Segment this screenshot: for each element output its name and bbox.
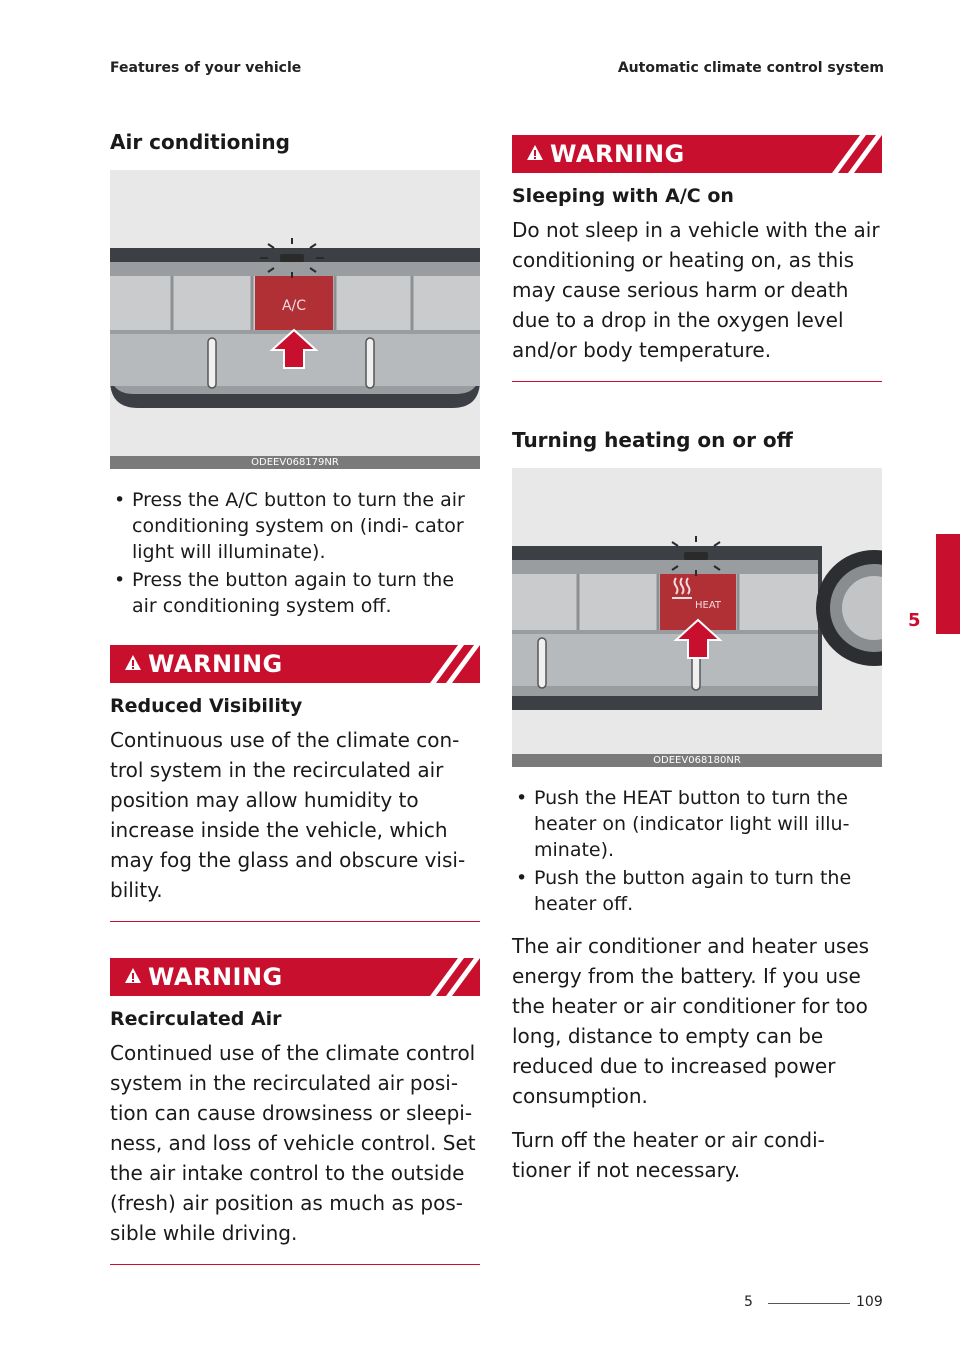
warning-slashes [426, 645, 480, 683]
chapter-side-number: 5 [908, 610, 921, 631]
footer-chapter: 5 [744, 1294, 753, 1310]
warning-body: Continued use of the climate control system in the recirculated air posi- tion can cause drowsiness or sleepi- ness, and loss of vehicle control. Set the air intake control to the outside (fresh) air position as much as pos- sible while driving. [110, 1041, 476, 1245]
ac-bullet-list [110, 487, 480, 619]
warning-triangle-icon [124, 654, 142, 672]
list-item: • Press the A/C button to turn the air conditioning system on (indi- cator light will illuminate). [114, 489, 465, 563]
warning-label: WARNING [550, 140, 685, 168]
chapter-side-tab [936, 534, 960, 634]
warning-triangle-icon [124, 967, 142, 985]
warning-triangle-icon [526, 144, 544, 162]
section-title-heating: Turning heating on or off [512, 428, 793, 452]
warning-slashes [426, 958, 480, 996]
heat-figure [512, 468, 882, 767]
warning-label: WARNING [148, 650, 283, 678]
footer-divider [768, 1303, 850, 1304]
warning-divider [110, 1264, 480, 1265]
warning-subtitle: Recirculated Air [110, 1008, 282, 1030]
section-title-air-conditioning: Air conditioning [110, 130, 290, 154]
ac-panel-illustration [110, 170, 480, 456]
warning-banner [110, 645, 480, 683]
list-item: • Push the HEAT button to turn the heater on (indicator light will illu- minate). [516, 787, 850, 861]
ac-figure [110, 170, 480, 469]
warning-label: WARNING [148, 963, 283, 991]
heat-bullet-list [512, 785, 882, 917]
warning-slashes [828, 135, 882, 173]
list-item: • Push the button again to turn the heater off. [516, 867, 852, 915]
warning-subtitle: Sleeping with A/C on [512, 185, 734, 207]
ac-button-label: A/C [281, 298, 307, 314]
warning-banner [512, 135, 882, 173]
heat-button-label: HEAT [694, 600, 722, 611]
body-paragraph: Turn off the heater or air condi- tioner if not necessary. [512, 1128, 825, 1182]
warning-banner [110, 958, 480, 996]
right-column [512, 135, 882, 1185]
figure-caption: ODEEV068179NR [110, 456, 480, 469]
heat-panel-illustration [512, 468, 882, 754]
page-number: 109 [856, 1294, 883, 1310]
body-paragraph: The air conditioner and heater uses energy from the battery. If you use the heater or air conditioner for too long, distance to empty can be reduced due to increased power consumption. [512, 934, 870, 1108]
left-column [110, 130, 480, 1265]
warning-body: Continuous use of the climate con- trol system in the recirculated air position may allow humidity to increase inside the vehicle, which may fog the glass and obscure visi- bility. [110, 728, 466, 902]
list-item: • Press the button again to turn the air conditioning system off. [114, 569, 455, 617]
figure-caption: ODEEV068180NR [512, 754, 882, 767]
warning-subtitle: Reduced Visibility [110, 695, 303, 717]
warning-body: Do not sleep in a vehicle with the air conditioning or heating on, as this may cause serious harm or death due to a drop in the oxygen level and/or body temperature. [512, 218, 880, 362]
header-section-left: Features of your vehicle [110, 60, 302, 76]
header-section-right: Automatic climate control system [617, 60, 884, 76]
